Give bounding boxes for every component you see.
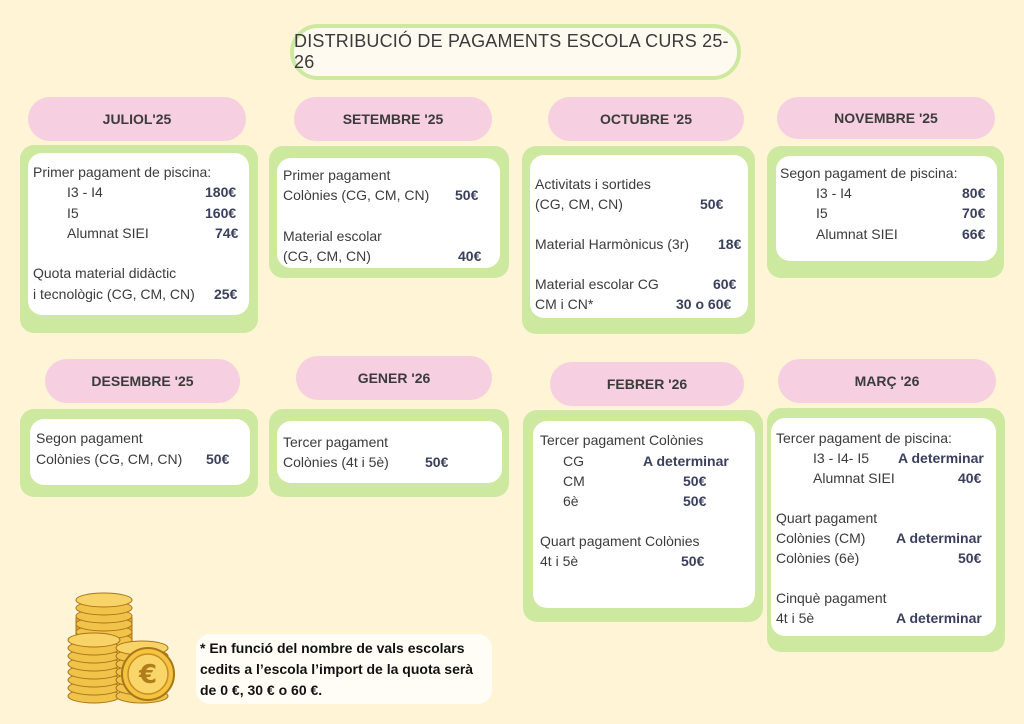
month-pill-setembre: SETEMBRE '25 — [294, 97, 492, 141]
text-marc-line3: Colònies (CM) — [776, 530, 866, 546]
value-febrer-r1: A determinar — [643, 453, 729, 469]
text-setembre-line4: (CG, CM, CN) — [283, 248, 371, 264]
text-juliol-line3: i tecnològic (CG, CM, CN) — [33, 286, 195, 302]
value-febrer-r3: 50€ — [683, 493, 707, 509]
month-pill-octubre: OCTUBRE '25 — [548, 97, 744, 141]
month-pill-juliol: JULIOL'25 — [28, 97, 246, 141]
card-gener — [277, 421, 502, 483]
value-juliol-line3: 25€ — [214, 286, 238, 302]
label-febrer-r1: CG — [563, 453, 584, 469]
text-desembre-line1: Segon pagament — [36, 430, 143, 446]
value-marc-line4: 50€ — [958, 550, 982, 566]
coins-icon — [64, 588, 184, 708]
month-pill-gener: GENER '26 — [296, 356, 492, 400]
label-juliol-r3: Alumnat SIEI — [67, 225, 149, 241]
value-novembre-r1: 80€ — [962, 185, 986, 201]
value-setembre-line2: 50€ — [455, 187, 479, 203]
text-marc-line2: Quart pagament — [776, 510, 878, 526]
footnote-line3: de 0 €, 30 € o 60 €. — [200, 682, 323, 698]
card-febrer — [533, 421, 755, 608]
label-febrer-r3: 6è — [563, 493, 579, 509]
value-marc-line3: A determinar — [896, 530, 982, 546]
text-febrer-line2: Quart pagament Colònies — [540, 533, 700, 549]
text-novembre-line1: Segon pagament de piscina: — [780, 165, 958, 181]
svg-text:€: € — [138, 660, 158, 690]
label-novembre-r1: I3 - I4 — [816, 185, 852, 201]
value-desembre-line2: 50€ — [206, 451, 230, 467]
text-febrer-line3: 4t i 5è — [540, 553, 579, 569]
month-pill-marc: MARÇ '26 — [778, 359, 996, 403]
month-pill-desembre: DESEMBRE '25 — [45, 359, 240, 403]
label-novembre-r2: I5 — [816, 205, 828, 221]
value-juliol-r1: 180€ — [205, 184, 237, 200]
text-octubre-line5: CM i CN* — [535, 296, 594, 312]
value-marc-line6: A determinar — [896, 610, 982, 626]
text-marc-line6: 4t i 5è — [776, 610, 815, 626]
value-febrer-r2: 50€ — [683, 473, 707, 489]
text-octubre-line2: (CG, CM, CN) — [535, 196, 623, 212]
text-setembre-line1: Primer pagament — [283, 167, 391, 183]
value-octubre-line2: 50€ — [700, 196, 724, 212]
label-novembre-r3: Alumnat SIEI — [816, 226, 898, 242]
month-pill-novembre: NOVEMBRE '25 — [777, 97, 995, 139]
value-octubre-line4: 60€ — [713, 276, 737, 292]
text-gener-line1: Tercer pagament — [283, 434, 389, 450]
value-novembre-r3: 66€ — [962, 226, 986, 242]
page-title: DISTRIBUCIÓ DE PAGAMENTS ESCOLA CURS 25-26 — [290, 24, 741, 80]
text-juliol-line1: Primer pagament de piscina: — [33, 164, 212, 180]
text-octubre-line4: Material escolar CG — [535, 276, 659, 292]
value-juliol-r2: 160€ — [205, 205, 237, 221]
text-marc-line4: Colònies (6è) — [776, 550, 860, 566]
footnote-line2: cedits a l’escola l’import de la quota serà — [200, 661, 474, 677]
value-febrer-line3: 50€ — [681, 553, 705, 569]
label-juliol-r2: I5 — [67, 205, 79, 221]
text-marc-line1: Tercer pagament de piscina: — [776, 430, 952, 446]
value-setembre-line4: 40€ — [458, 248, 482, 264]
text-gener-line2: Colònies (4t i 5è) — [283, 454, 389, 470]
footnote-line1: * En funció del nombre de vals escolars — [200, 640, 465, 656]
value-novembre-r2: 70€ — [962, 205, 986, 221]
value-juliol-r3: 74€ — [215, 225, 239, 241]
text-octubre-line3: Material Harmònicus (3r) — [535, 236, 690, 252]
text-setembre-line3: Material escolar — [283, 228, 382, 244]
value-marc-r2: 40€ — [958, 470, 982, 486]
text-desembre-line2: Colònies (CG, CM, CN) — [36, 451, 183, 467]
value-octubre-line3: 18€ — [718, 236, 742, 252]
text-setembre-line2: Colònies (CG, CM, CN) — [283, 187, 430, 203]
text-febrer-line1: Tercer pagament Colònies — [540, 432, 704, 448]
value-octubre-line5: 30 o 60€ — [676, 296, 732, 312]
label-marc-r1: I3 - I4- I5 — [813, 450, 870, 466]
text-marc-line5: Cinquè pagament — [776, 590, 887, 606]
text-octubre-line1: Activitats i sortides — [535, 176, 651, 192]
label-febrer-r2: CM — [563, 473, 585, 489]
value-marc-r1: A determinar — [898, 450, 984, 466]
month-pill-febrer: FEBRER '26 — [550, 362, 744, 406]
label-juliol-r1: I3 - I4 — [67, 184, 103, 200]
text-juliol-line2: Quota material didàctic — [33, 265, 177, 281]
label-marc-r2: Alumnat SIEI — [813, 470, 895, 486]
value-gener-line2: 50€ — [425, 454, 449, 470]
